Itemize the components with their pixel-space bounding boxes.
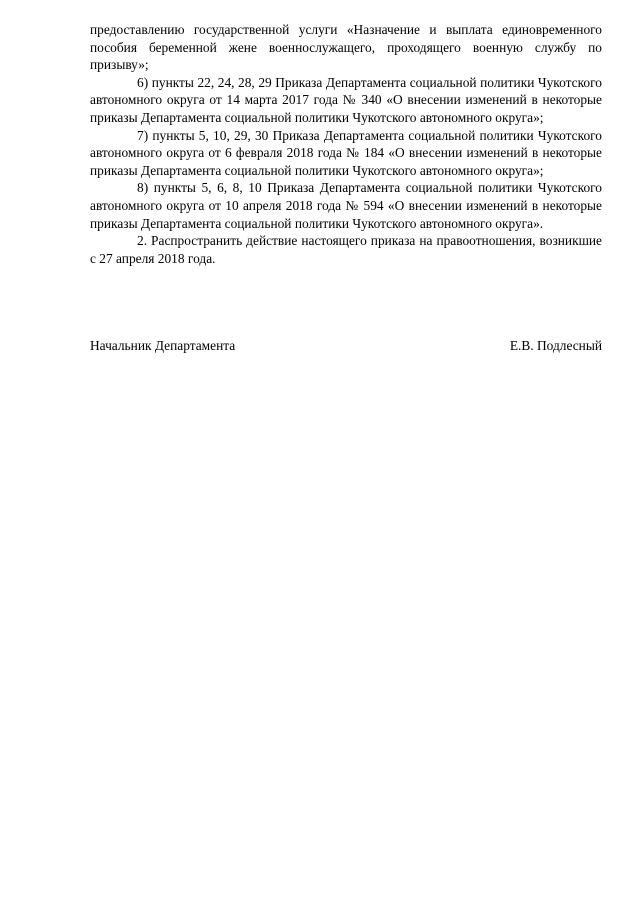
- paragraph-item-7: 7) пункты 5, 10, 29, 30 Приказа Департамента социальной политики Чукотского автономного округа от 6 февраля 2018 года № 184 «О внесении изменений в некоторые приказы Департамента социальной политики Чукотского автономного округа»;: [90, 127, 602, 178]
- paragraph-item-6: 6) пункты 22, 24, 28, 29 Приказа Департамента социальной политики Чукотского автономного округа от 14 марта 2017 года № 340 «О внесении изменений в некоторые приказы Департамента социальной политики Чукотского автономного округа»;: [90, 74, 602, 125]
- document-body: [90, 21, 602, 267]
- signatory-position: Начальник Департамента: [90, 338, 236, 353]
- paragraph-item-8: 8) пункты 5, 6, 8, 10 Приказа Департамента социальной политики Чукотского автономного округа от 10 апреля 2018 года № 594 «О внесении изменений в некоторые приказы Департамента социальной политики Чукотского автономного округа».: [90, 180, 602, 231]
- paragraph-clause-2: 2. Распространить действие настоящего приказа на правоотношения, возникшие с 27 апреля 2018 года.: [90, 233, 602, 266]
- signature-block: [90, 337, 602, 355]
- signatory-name: Е.В. Подлесный: [509, 338, 602, 353]
- paragraph-continuation: предоставлению государственной услуги «Назначение и выплата единовременного пособия беременной жене военнослужащего, проходящего военную службу по призыву»;: [90, 22, 602, 73]
